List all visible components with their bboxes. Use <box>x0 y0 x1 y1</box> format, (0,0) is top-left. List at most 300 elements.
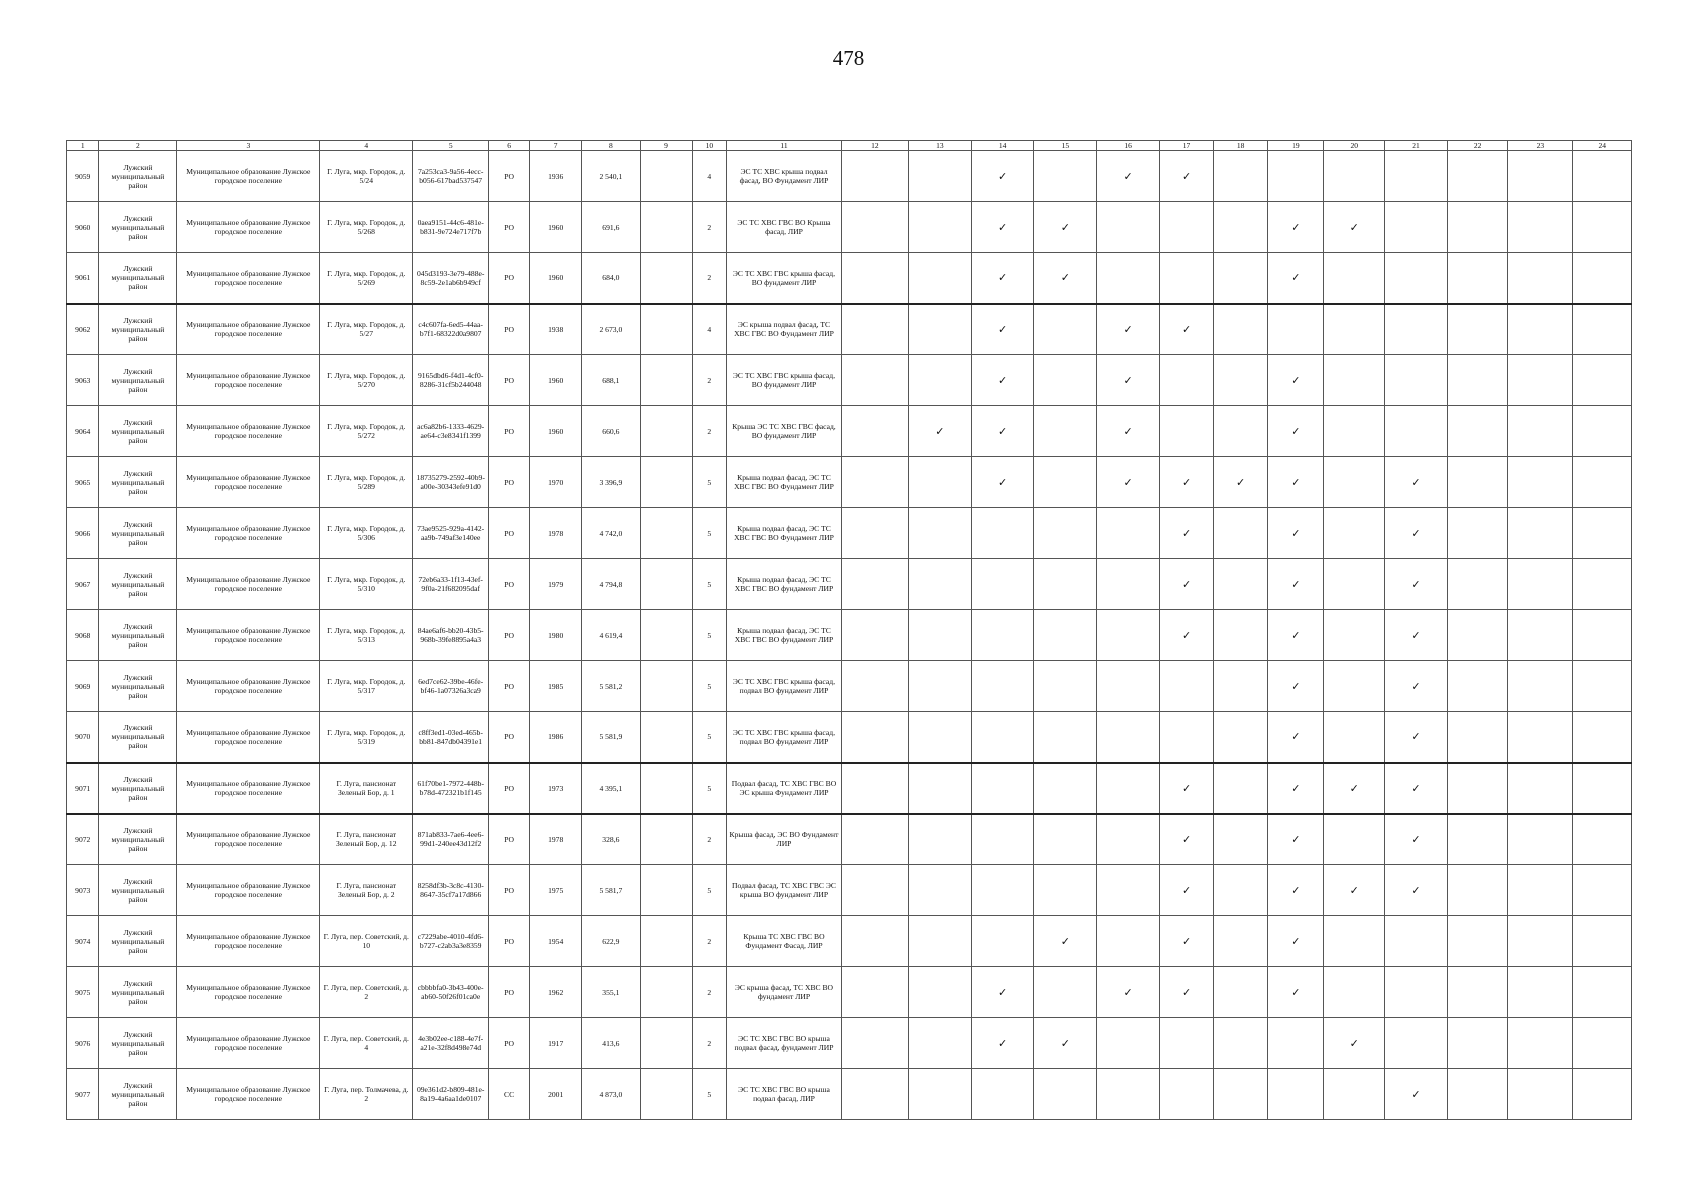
address-cell: Г. Луга, мкр. Городок, д. 5/272 <box>320 406 413 457</box>
empty-cell <box>1447 610 1508 661</box>
empty-cell <box>908 763 971 814</box>
empty-cell <box>1324 355 1385 406</box>
empty-cell <box>1573 457 1632 508</box>
empty-cell <box>1508 763 1573 814</box>
table-row <box>67 406 1632 457</box>
empty-cell <box>1447 661 1508 712</box>
check-mark-icon: ✓ <box>1160 508 1214 559</box>
year-cell: 2001 <box>530 1069 582 1120</box>
municipality-cell: Муниципальное образование Лужское городское поселение <box>177 967 320 1018</box>
check-mark-icon: ✓ <box>1160 865 1214 916</box>
empty-cell <box>1573 202 1632 253</box>
area-cell: 688,1 <box>582 355 640 406</box>
municipality-cell: Муниципальное образование Лужское городское поселение <box>177 763 320 814</box>
empty-cell <box>841 712 908 763</box>
empty-cell <box>1508 457 1573 508</box>
column-header: 6 <box>489 141 530 151</box>
ownership-type-cell: РО <box>489 967 530 1018</box>
empty-cell <box>908 1018 971 1069</box>
empty-cell <box>1034 508 1097 559</box>
check-mark-icon: ✓ <box>1268 865 1324 916</box>
column-10-cell: 5 <box>692 1069 727 1120</box>
empty-cell <box>1385 967 1448 1018</box>
empty-cell <box>1097 814 1160 865</box>
guid-cell: 0aea9151-44c6-481e-b831-9e724e717f7b <box>413 202 489 253</box>
empty-cell <box>971 712 1034 763</box>
empty-cell <box>1385 916 1448 967</box>
empty-cell <box>1097 865 1160 916</box>
column-header: 13 <box>908 141 971 151</box>
table-row <box>67 712 1632 763</box>
guid-cell: 84ae6af6-bb20-43b5-968b-39fe8895a4a3 <box>413 610 489 661</box>
check-mark-icon: ✓ <box>1160 814 1214 865</box>
table-body <box>67 151 1632 1120</box>
district-cell: Лужский муниципальный район <box>99 304 177 355</box>
check-mark-icon: ✓ <box>1160 457 1214 508</box>
page-number: 478 <box>832 46 865 70</box>
empty-cell <box>908 457 971 508</box>
check-mark-icon: ✓ <box>1324 763 1385 814</box>
empty-cell <box>841 967 908 1018</box>
empty-cell <box>1214 865 1268 916</box>
empty-cell <box>971 916 1034 967</box>
address-cell: Г. Луга, мкр. Городок, д. 5/24 <box>320 151 413 202</box>
empty-cell <box>640 1069 692 1120</box>
empty-cell <box>640 763 692 814</box>
area-cell: 355,1 <box>582 967 640 1018</box>
row-id: 9077 <box>67 1069 99 1120</box>
works-cell: Крыша подвал фасад, ЭС ТС ХВС ГВС ВО Фундамент ЛИР <box>727 508 842 559</box>
check-mark-icon: ✓ <box>1268 457 1324 508</box>
row-id: 9061 <box>67 253 99 304</box>
empty-cell <box>908 967 971 1018</box>
row-id: 9067 <box>67 559 99 610</box>
address-cell: Г. Луга, пер. Толмачева, д. 2 <box>320 1069 413 1120</box>
works-cell: Подвал фасад, ТС ХВС ГВС ЭС крыша ВО фундамент ЛИР <box>727 865 842 916</box>
guid-cell: 09e361d2-b809-481e-8a19-4a6aa1de0107 <box>413 1069 489 1120</box>
column-header: 1 <box>67 141 99 151</box>
empty-cell <box>1034 406 1097 457</box>
address-cell: Г. Луга, пансионат Зеленый Бор, д. 2 <box>320 865 413 916</box>
empty-cell <box>1447 151 1508 202</box>
empty-cell <box>971 661 1034 712</box>
area-cell: 5 581,2 <box>582 661 640 712</box>
guid-cell: c4c607fa-6ed5-44aa-b7f1-68322d0a9807 <box>413 304 489 355</box>
column-header: 4 <box>320 141 413 151</box>
works-cell: ЭС крыша фасад, ТС ХВС ВО фундамент ЛИР <box>727 967 842 1018</box>
empty-cell <box>640 508 692 559</box>
district-cell: Лужский муниципальный район <box>99 916 177 967</box>
empty-cell <box>971 763 1034 814</box>
empty-cell <box>1508 304 1573 355</box>
empty-cell <box>1573 814 1632 865</box>
area-cell: 2 673,0 <box>582 304 640 355</box>
municipality-cell: Муниципальное образование Лужское городское поселение <box>177 253 320 304</box>
column-header: 10 <box>692 141 727 151</box>
district-cell: Лужский муниципальный район <box>99 661 177 712</box>
table-row <box>67 202 1632 253</box>
check-mark-icon: ✓ <box>1097 967 1160 1018</box>
empty-cell <box>640 865 692 916</box>
works-cell: ЭС ТС ХВС ГВС крыша фасад, подвал ВО фундамент ЛИР <box>727 661 842 712</box>
ownership-type-cell: РО <box>489 1018 530 1069</box>
district-cell: Лужский муниципальный район <box>99 610 177 661</box>
empty-cell <box>1447 202 1508 253</box>
municipality-cell: Муниципальное образование Лужское городское поселение <box>177 508 320 559</box>
empty-cell <box>1447 865 1508 916</box>
municipality-cell: Муниципальное образование Лужское городское поселение <box>177 1069 320 1120</box>
empty-cell <box>1447 253 1508 304</box>
empty-cell <box>1034 559 1097 610</box>
empty-cell <box>841 661 908 712</box>
table-row <box>67 916 1632 967</box>
ownership-type-cell: РО <box>489 202 530 253</box>
column-10-cell: 5 <box>692 712 727 763</box>
empty-cell <box>640 661 692 712</box>
empty-cell <box>1324 967 1385 1018</box>
guid-cell: 61f70be1-7972-448b-b78d-472321b1f145 <box>413 763 489 814</box>
empty-cell <box>1508 355 1573 406</box>
empty-cell <box>908 304 971 355</box>
empty-cell <box>640 304 692 355</box>
works-cell: Подвал фасад, ТС ХВС ГВС ВО ЭС крыша Фундамент ЛИР <box>727 763 842 814</box>
empty-cell <box>1034 151 1097 202</box>
empty-cell <box>971 610 1034 661</box>
municipality-cell: Муниципальное образование Лужское городское поселение <box>177 151 320 202</box>
year-cell: 1938 <box>530 304 582 355</box>
empty-cell <box>1447 559 1508 610</box>
empty-cell <box>1447 406 1508 457</box>
empty-cell <box>1447 967 1508 1018</box>
check-mark-icon: ✓ <box>1268 355 1324 406</box>
empty-cell <box>841 763 908 814</box>
empty-cell <box>1508 151 1573 202</box>
empty-cell <box>1324 559 1385 610</box>
year-cell: 1978 <box>530 814 582 865</box>
empty-cell <box>841 1018 908 1069</box>
empty-cell <box>640 712 692 763</box>
empty-cell <box>841 559 908 610</box>
empty-cell <box>1447 916 1508 967</box>
year-cell: 1975 <box>530 865 582 916</box>
empty-cell <box>908 712 971 763</box>
table-row <box>67 304 1632 355</box>
empty-cell <box>1097 661 1160 712</box>
column-10-cell: 2 <box>692 355 727 406</box>
municipality-cell: Муниципальное образование Лужское городское поселение <box>177 712 320 763</box>
empty-cell <box>1214 355 1268 406</box>
ownership-type-cell: РО <box>489 916 530 967</box>
check-mark-icon: ✓ <box>971 967 1034 1018</box>
column-header: 2 <box>99 141 177 151</box>
buildings-table <box>66 140 1632 1120</box>
year-cell: 1986 <box>530 712 582 763</box>
district-cell: Лужский муниципальный район <box>99 1069 177 1120</box>
empty-cell <box>1508 865 1573 916</box>
column-10-cell: 2 <box>692 1018 727 1069</box>
district-cell: Лужский муниципальный район <box>99 1018 177 1069</box>
empty-cell <box>908 151 971 202</box>
empty-cell <box>1160 1018 1214 1069</box>
empty-cell <box>908 202 971 253</box>
column-10-cell: 2 <box>692 967 727 1018</box>
empty-cell <box>1034 661 1097 712</box>
empty-cell <box>1214 304 1268 355</box>
check-mark-icon: ✓ <box>1385 712 1448 763</box>
year-cell: 1978 <box>530 508 582 559</box>
municipality-cell: Муниципальное образование Лужское городское поселение <box>177 661 320 712</box>
empty-cell <box>1097 508 1160 559</box>
row-id: 9074 <box>67 916 99 967</box>
guid-cell: 045d3193-3e79-488e-8c59-2e1ab6b949cf <box>413 253 489 304</box>
row-id: 9075 <box>67 967 99 1018</box>
check-mark-icon: ✓ <box>1268 202 1324 253</box>
check-mark-icon: ✓ <box>1034 253 1097 304</box>
empty-cell <box>1573 763 1632 814</box>
guid-cell: 4e3b02ee-c188-4e7f-a21e-32f8d498e74d <box>413 1018 489 1069</box>
guid-cell: 9165dbd6-f4d1-4cf0-8286-31cf5b244048 <box>413 355 489 406</box>
check-mark-icon: ✓ <box>1385 457 1448 508</box>
empty-cell <box>640 202 692 253</box>
year-cell: 1954 <box>530 916 582 967</box>
empty-cell <box>1508 253 1573 304</box>
works-cell: Крыша подвал фасад, ЭС ТС ХВС ГВС ВО фундамент ЛИР <box>727 559 842 610</box>
check-mark-icon: ✓ <box>1097 304 1160 355</box>
district-cell: Лужский муниципальный район <box>99 763 177 814</box>
area-cell: 5 581,9 <box>582 712 640 763</box>
works-cell: Крыша ТС ХВС ГВС ВО Фундамент Фасад, ЛИР <box>727 916 842 967</box>
empty-cell <box>1573 1069 1632 1120</box>
check-mark-icon: ✓ <box>1160 610 1214 661</box>
empty-cell <box>841 865 908 916</box>
district-cell: Лужский муниципальный район <box>99 508 177 559</box>
check-mark-icon: ✓ <box>1097 457 1160 508</box>
empty-cell <box>841 253 908 304</box>
district-cell: Лужский муниципальный район <box>99 559 177 610</box>
column-10-cell: 5 <box>692 457 727 508</box>
empty-cell <box>841 406 908 457</box>
empty-cell <box>841 1069 908 1120</box>
table-row <box>67 610 1632 661</box>
ownership-type-cell: РО <box>489 712 530 763</box>
column-10-cell: 5 <box>692 559 727 610</box>
guid-cell: 72eb6a33-1f13-43ef-9f0a-21f682095daf <box>413 559 489 610</box>
empty-cell <box>908 865 971 916</box>
empty-cell <box>1573 304 1632 355</box>
empty-cell <box>971 508 1034 559</box>
works-cell: ЭС ТС ХВС ГВС ВО крыша подвал фасад, фундамент ЛИР <box>727 1018 842 1069</box>
column-10-cell: 2 <box>692 253 727 304</box>
empty-cell <box>1573 355 1632 406</box>
check-mark-icon: ✓ <box>1268 253 1324 304</box>
address-cell: Г. Луга, мкр. Городок, д. 5/317 <box>320 661 413 712</box>
empty-cell <box>1573 1018 1632 1069</box>
ownership-type-cell: СС <box>489 1069 530 1120</box>
check-mark-icon: ✓ <box>1268 967 1324 1018</box>
works-cell: ЭС ТС ХВС крыша подвал фасад, ВО Фундамент ЛИР <box>727 151 842 202</box>
check-mark-icon: ✓ <box>1034 202 1097 253</box>
ownership-type-cell: РО <box>489 406 530 457</box>
empty-cell <box>1385 151 1448 202</box>
column-header: 18 <box>1214 141 1268 151</box>
year-cell: 1973 <box>530 763 582 814</box>
check-mark-icon: ✓ <box>971 457 1034 508</box>
empty-cell <box>908 1069 971 1120</box>
check-mark-icon: ✓ <box>1160 916 1214 967</box>
check-mark-icon: ✓ <box>971 1018 1034 1069</box>
district-cell: Лужский муниципальный район <box>99 202 177 253</box>
empty-cell <box>640 814 692 865</box>
year-cell: 1917 <box>530 1018 582 1069</box>
empty-cell <box>908 610 971 661</box>
row-id: 9059 <box>67 151 99 202</box>
check-mark-icon: ✓ <box>1097 151 1160 202</box>
empty-cell <box>1097 253 1160 304</box>
works-cell: ЭС крыша подвал фасад, ТС ХВС ГВС ВО Фундамент ЛИР <box>727 304 842 355</box>
empty-cell <box>1160 202 1214 253</box>
row-id: 9063 <box>67 355 99 406</box>
check-mark-icon: ✓ <box>1268 559 1324 610</box>
table-row <box>67 661 1632 712</box>
empty-cell <box>640 457 692 508</box>
empty-cell <box>1160 712 1214 763</box>
empty-cell <box>640 967 692 1018</box>
empty-cell <box>1097 916 1160 967</box>
empty-cell <box>1385 304 1448 355</box>
year-cell: 1960 <box>530 202 582 253</box>
municipality-cell: Муниципальное образование Лужское городское поселение <box>177 355 320 406</box>
table-row <box>67 814 1632 865</box>
empty-cell <box>1573 253 1632 304</box>
empty-cell <box>1324 406 1385 457</box>
district-cell: Лужский муниципальный район <box>99 967 177 1018</box>
empty-cell <box>1508 712 1573 763</box>
empty-cell <box>1214 967 1268 1018</box>
guid-cell: c7229abe-4010-4fd6-b727-c2ab3a3e8359 <box>413 916 489 967</box>
empty-cell <box>1324 712 1385 763</box>
column-10-cell: 2 <box>692 202 727 253</box>
empty-cell <box>971 559 1034 610</box>
column-header: 3 <box>177 141 320 151</box>
guid-cell: cbbbbfa0-3b43-400e-ab60-50f26f01ca0e <box>413 967 489 1018</box>
empty-cell <box>640 355 692 406</box>
column-10-cell: 5 <box>692 610 727 661</box>
column-10-cell: 5 <box>692 763 727 814</box>
empty-cell <box>1214 253 1268 304</box>
empty-cell <box>640 151 692 202</box>
ownership-type-cell: РО <box>489 610 530 661</box>
check-mark-icon: ✓ <box>971 355 1034 406</box>
column-10-cell: 2 <box>692 406 727 457</box>
ownership-type-cell: РО <box>489 355 530 406</box>
check-mark-icon: ✓ <box>1268 661 1324 712</box>
table-row <box>67 763 1632 814</box>
empty-cell <box>1573 559 1632 610</box>
guid-cell: 871ab833-7ae6-4ee6-99d1-240ee43d12f2 <box>413 814 489 865</box>
address-cell: Г. Луга, пер. Советский, д. 10 <box>320 916 413 967</box>
empty-cell <box>1508 202 1573 253</box>
empty-cell <box>1268 151 1324 202</box>
column-header: 14 <box>971 141 1034 151</box>
empty-cell <box>1385 202 1448 253</box>
empty-cell <box>1508 1018 1573 1069</box>
district-cell: Лужский муниципальный район <box>99 814 177 865</box>
year-cell: 1979 <box>530 559 582 610</box>
empty-cell <box>1160 661 1214 712</box>
empty-cell <box>1034 967 1097 1018</box>
address-cell: Г. Луга, мкр. Городок, д. 5/269 <box>320 253 413 304</box>
empty-cell <box>640 406 692 457</box>
empty-cell <box>1324 253 1385 304</box>
empty-cell <box>1447 712 1508 763</box>
check-mark-icon: ✓ <box>1160 559 1214 610</box>
guid-cell: c8ff3ed1-03ed-465b-bb81-847db04391e1 <box>413 712 489 763</box>
check-mark-icon: ✓ <box>1034 916 1097 967</box>
municipality-cell: Муниципальное образование Лужское городское поселение <box>177 916 320 967</box>
district-cell: Лужский муниципальный район <box>99 712 177 763</box>
address-cell: Г. Луга, мкр. Городок, д. 5/27 <box>320 304 413 355</box>
empty-cell <box>841 916 908 967</box>
empty-cell <box>841 508 908 559</box>
area-cell: 660,6 <box>582 406 640 457</box>
empty-cell <box>1097 559 1160 610</box>
empty-cell <box>1385 355 1448 406</box>
column-10-cell: 5 <box>692 865 727 916</box>
empty-cell <box>1573 865 1632 916</box>
empty-cell <box>640 253 692 304</box>
works-cell: ЭС ТС ХВС ГВС крыша фасад, ВО фундамент ЛИР <box>727 253 842 304</box>
empty-cell <box>1573 661 1632 712</box>
ownership-type-cell: РО <box>489 508 530 559</box>
ownership-type-cell: РО <box>489 457 530 508</box>
empty-cell <box>1573 967 1632 1018</box>
empty-cell <box>841 610 908 661</box>
table-row <box>67 355 1632 406</box>
empty-cell <box>1573 406 1632 457</box>
year-cell: 1962 <box>530 967 582 1018</box>
empty-cell <box>1573 508 1632 559</box>
ownership-type-cell: РО <box>489 763 530 814</box>
guid-cell: 73ae9525-929a-4142-aa9b-749af3e140ee <box>413 508 489 559</box>
municipality-cell: Муниципальное образование Лужское городское поселение <box>177 406 320 457</box>
ownership-type-cell: РО <box>489 253 530 304</box>
area-cell: 691,6 <box>582 202 640 253</box>
address-cell: Г. Луга, пансионат Зеленый Бор, д. 12 <box>320 814 413 865</box>
municipality-cell: Муниципальное образование Лужское городское поселение <box>177 610 320 661</box>
check-mark-icon: ✓ <box>971 304 1034 355</box>
column-10-cell: 5 <box>692 508 727 559</box>
empty-cell <box>908 916 971 967</box>
municipality-cell: Муниципальное образование Лужское городское поселение <box>177 559 320 610</box>
ownership-type-cell: РО <box>489 304 530 355</box>
check-mark-icon: ✓ <box>1268 916 1324 967</box>
works-cell: Крыша подвал фасад, ЭС ТС ХВС ГВС ВО фундамент ЛИР <box>727 610 842 661</box>
empty-cell <box>1034 865 1097 916</box>
area-cell: 622,9 <box>582 916 640 967</box>
ownership-type-cell: РО <box>489 151 530 202</box>
address-cell: Г. Луга, пер. Советский, д. 4 <box>320 1018 413 1069</box>
empty-cell <box>841 202 908 253</box>
empty-cell <box>1034 763 1097 814</box>
address-cell: Г. Луга, мкр. Городок, д. 5/289 <box>320 457 413 508</box>
address-cell: Г. Луга, мкр. Городок, д. 5/310 <box>320 559 413 610</box>
empty-cell <box>1573 712 1632 763</box>
area-cell: 4 742,0 <box>582 508 640 559</box>
column-10-cell: 2 <box>692 916 727 967</box>
district-cell: Лужский муниципальный район <box>99 151 177 202</box>
municipality-cell: Муниципальное образование Лужское городское поселение <box>177 865 320 916</box>
empty-cell <box>1447 814 1508 865</box>
